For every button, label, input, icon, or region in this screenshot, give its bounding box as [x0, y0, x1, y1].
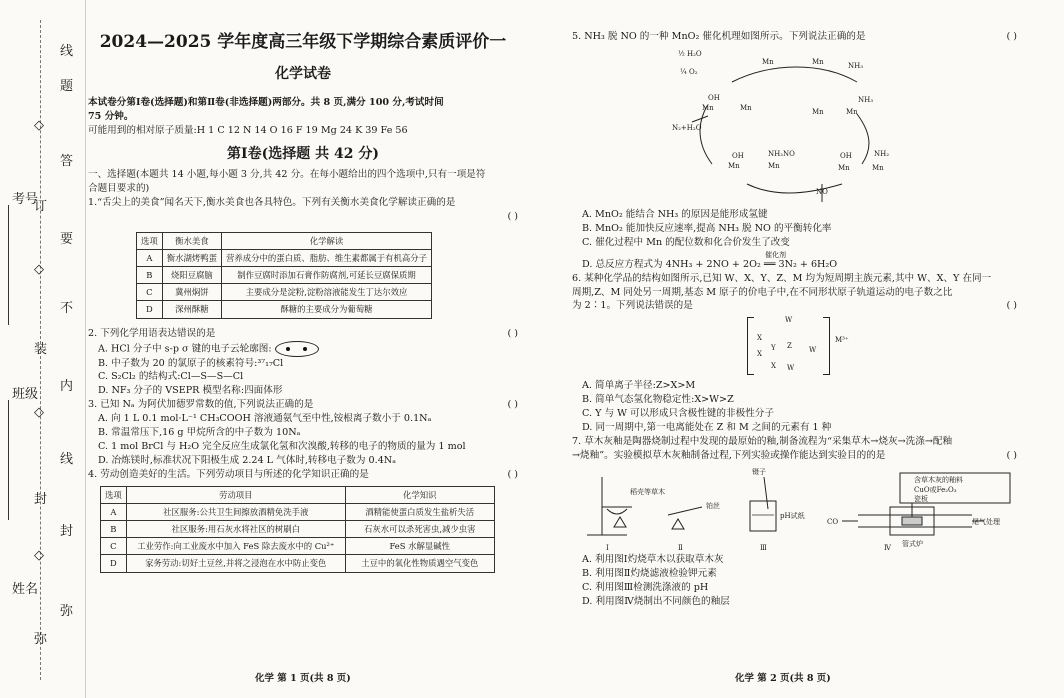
cell: 土豆中的氧化性物质遇空气变色 — [345, 555, 494, 572]
answer-blank: ( ) — [507, 468, 518, 480]
q6-option-c: C. Y 与 W 可以形成只含极性键的非极性分子 — [582, 408, 774, 420]
cell: 家务劳动:切好土豆丝,并将之浸泡在水中防止变色 — [126, 555, 345, 572]
nh3-ligand: NH₃ — [858, 96, 874, 104]
cell: 社区服务:用石灰水将社区的树刷白 — [126, 521, 345, 538]
cell: 营养成分中的蛋白质、脂肪、维生素都属于有机高分子 — [222, 249, 432, 266]
table-row — [137, 284, 432, 301]
cell: C — [137, 284, 163, 301]
atom-z: Z — [787, 342, 792, 351]
atom-w: W — [809, 346, 817, 355]
q7-option-a: A. 利用图Ⅰ灼烧草木以获取草木灰 — [582, 553, 724, 565]
th: 衡水美食 — [162, 232, 221, 249]
q7-apparatus — [572, 467, 1017, 553]
question-6: 6. 某种化学品的结构如图所示,已知 W、X、Y、Z、M 均为短周期主族元素,其中 W、X、Y 在同一 — [572, 272, 992, 284]
question-6-line-2: 周期,Z、M 同处另一周期,基态 M 原子的价电子中,在不同形状原子轨道运动的电子数之比 — [572, 286, 953, 298]
th: 劳动项目 — [126, 486, 345, 503]
cell: FeS 水解显碱性 — [345, 538, 494, 555]
mn-site: Mn — [702, 104, 714, 112]
table-header-row — [101, 486, 495, 503]
subject-title: 化学试卷 — [275, 65, 331, 82]
cell: A — [101, 503, 127, 520]
mark-zhuang: 装 — [34, 342, 48, 357]
fig-num-1: Ⅰ — [606, 543, 609, 552]
diamond-mark: ◇ — [34, 262, 44, 277]
atom-w: W — [785, 316, 793, 325]
diamond-mark: ◇ — [34, 405, 44, 420]
question-6-line-3: 为 2∶1。下列说法错误的是 — [572, 300, 693, 312]
right-column-lower — [572, 208, 1017, 608]
question-3: 3. 已知 Nₐ 为阿伏加德罗常数的值,下列说法正确的是 — [88, 399, 314, 411]
cell: 衡水湖烤鸭蛋 — [162, 249, 221, 266]
nh2no-ligand: NH₂NO — [768, 150, 795, 158]
q6-option-a: A. 简单离子半径:Z>X>M — [582, 380, 696, 392]
q1-table — [136, 232, 432, 319]
q6-option-b: B. 简单气态氢化物稳定性:X>W>Z — [582, 394, 734, 406]
metal-ion: M³⁺ — [835, 336, 849, 345]
q5-option-d-row — [582, 250, 1017, 272]
mark-nei: 内 — [60, 379, 74, 394]
right-column — [572, 30, 1017, 44]
table-row — [137, 301, 432, 318]
answer-blank: ( ) — [507, 210, 518, 222]
left-column — [88, 30, 518, 573]
q5-option-d: D. 总反应方程式为 4NH₃ + 2NO + 2O₂ ══ 3N₂ + 6H₂O — [582, 258, 838, 270]
class-line — [8, 400, 9, 520]
fig4-glaze: 含草木灰的釉料 — [914, 475, 963, 484]
cell: D — [137, 301, 163, 318]
mark-da: 答 — [60, 154, 74, 169]
mn-site: Mn — [740, 104, 752, 112]
fig3-ph-paper: pH试纸 — [780, 511, 805, 520]
cell: B — [101, 521, 127, 538]
q7-option-c: C. 利用图Ⅲ检测洗涤液的 pH — [582, 581, 709, 593]
cell: 深州酥糖 — [162, 301, 221, 318]
nh3-label: NH₃ — [848, 62, 864, 70]
fig4-co: CO — [827, 517, 839, 526]
table-row — [137, 249, 432, 266]
mn-site: Mn — [872, 164, 884, 172]
q2-option-c: C. S₂Cl₂ 的结构式:Cl—S—S—Cl — [98, 371, 244, 383]
diamond-mark: ◇ — [34, 548, 44, 563]
cell: 冀州焖饼 — [162, 284, 221, 301]
mark-mi: 弥 — [60, 604, 74, 619]
table-row — [101, 521, 495, 538]
exam-number-line — [8, 205, 9, 325]
fig4-tail-gas: 尾气处理 — [972, 517, 1000, 526]
page-footer-1: 化学 第 1 页(共 8 页) — [255, 673, 351, 684]
mark-feng: 封 — [34, 492, 48, 507]
q7-option-b: B. 利用图Ⅱ灼烧滤液检验钾元素 — [582, 567, 717, 579]
relative-masses: 可能用到的相对原子质量:H 1 C 12 N 14 O 16 F 19 Mg 24 K 39 Fe 56 — [88, 124, 408, 136]
q3-option-a: A. 向 1 L 0.1 mol·L⁻¹ CH₃COOH 溶液通氨气至中性,铵根离子数小于 0.1Nₐ — [98, 413, 432, 425]
cell: D — [101, 555, 127, 572]
mark-ding: 订 — [34, 199, 48, 214]
table-row — [101, 503, 495, 520]
cell: 烧阳豆腐脑 — [162, 267, 221, 284]
oh-ligand: OH — [732, 152, 744, 160]
q2-option-b: B. 中子数为 20 的氯原子的核素符号:³⁷₁₇Cl — [98, 357, 284, 369]
q5-option-a: A. MnO₂ 能结合 NH₃ 的原因是能形成氢键 — [582, 209, 768, 220]
catalyst-label: 催化剂 — [765, 250, 786, 259]
table-row — [101, 538, 495, 555]
cell: 酥糖的主要成分为葡萄糖 — [222, 301, 432, 318]
section-instructions: 一、选择题(本题共 14 小题,每小题 3 分,共 42 分。在每小题给出的四个选项中,只有一项是符 — [88, 168, 486, 180]
part-one-title: 第Ⅰ卷(选择题 共 42 分) — [227, 145, 379, 162]
answer-blank: ( ) — [1006, 449, 1017, 461]
q6-structure — [747, 313, 857, 379]
fig1-label: 稻壳等草木 — [630, 487, 665, 496]
mn-site: Mn — [768, 162, 780, 170]
th: 化学知识 — [345, 486, 494, 503]
q3-option-c: C. 1 mol BrCl 与 H₂O 完全反应生成氯化氢和次溴酸,转移的电子的物质的量为 1 mol — [98, 440, 466, 452]
mark-feng2: 封 — [60, 524, 74, 539]
q7-option-d: D. 利用图Ⅳ烧制出不同颜色的釉层 — [582, 595, 730, 607]
question-5: 5. NH₃ 脱 NO 的一种 MnO₂ 催化机理如图所示。下列说法正确的是 — [572, 31, 866, 42]
binding-margin — [0, 0, 86, 698]
th: 化学解读 — [222, 232, 432, 249]
question-4: 4. 劳动创造美好的生活。下列劳动项目与所述的化学知识正确的是 — [88, 468, 369, 480]
mechanism-arrows — [672, 44, 912, 204]
mark-xian2: 线 — [60, 452, 74, 467]
mn-site: Mn — [762, 58, 774, 66]
diamond-mark: ◇ — [34, 118, 44, 133]
q5-option-b: B. MnO₂ 能加快反应速率,提高 NH₃ 脱 NO 的平衡转化率 — [582, 222, 832, 234]
nh2-ligand: NH₂ — [874, 150, 890, 158]
mechanism-diagram — [672, 44, 912, 204]
fig-num-2: Ⅱ — [678, 543, 683, 552]
answer-blank: ( ) — [1006, 300, 1017, 312]
table-row — [101, 555, 495, 572]
question-2: 2. 下列化学用语表达错误的是 — [88, 327, 216, 339]
q4-table — [100, 486, 495, 573]
mark-yao: 要 — [60, 232, 74, 247]
oh-ligand: OH — [840, 152, 852, 160]
fig4-plate: 瓷板 — [914, 494, 928, 503]
cell: 酒精能使蛋白质发生盐析失活 — [345, 503, 494, 520]
fig-num-3: Ⅲ — [760, 543, 767, 552]
cell: C — [101, 538, 127, 555]
question-7-line-2: →烧釉”。实验模拟草木灰釉制备过程,下列实验或操作能达到实验目的的是 — [572, 449, 886, 461]
cell: B — [137, 267, 163, 284]
mark-mi2: 弥 — [34, 632, 48, 647]
atom-y: Y — [771, 344, 776, 353]
mn-site: Mn — [812, 58, 824, 66]
mark-bu: 不 — [60, 301, 74, 316]
atom-x: X — [757, 350, 762, 359]
intro-line-1: 本试卷分第Ⅰ卷(选择题)和第Ⅱ卷(非选择题)两部分。共 8 页,满分 100 分,考试时间 — [88, 96, 444, 108]
q2-option-d: D. NF₃ 分子的 VSEPR 模型名称:四面体形 — [98, 385, 283, 397]
mark-ti: 题 — [60, 79, 74, 94]
answer-blank: ( ) — [507, 327, 518, 339]
table-row — [137, 267, 432, 284]
fig-num-4: Ⅳ — [884, 543, 891, 552]
question-1: 1.“舌尖上的美食”闻名天下,衡水美食也各具特色。下列有关衡水美食化学解读正确的是 — [88, 196, 456, 208]
cell: 社区服务:公共卫生间擦放酒精免洗手液 — [126, 503, 345, 520]
mn-site: Mn — [838, 164, 850, 172]
intro-line-2: 75 分钟。 — [88, 110, 134, 122]
q5-option-c: C. 催化过程中 Mn 的配位数和化合价发生了改变 — [582, 236, 790, 248]
o2-label: ¼ O₂ — [680, 68, 698, 76]
cell: A — [137, 249, 163, 266]
label-exam-number: 考号 — [12, 192, 39, 207]
q3-option-d: D. 冶炼镁时,标准状况下阳极生成 2.24 L 气体时,转移电子数为 0.4Nₐ — [98, 454, 396, 466]
th: 选项 — [137, 232, 163, 249]
label-class: 班级 — [12, 387, 39, 402]
fig3-tweezers: 镊子 — [752, 467, 766, 476]
cell: 主要成分是淀粉,淀粉溶液能发生丁达尔效应 — [222, 284, 432, 301]
table-header-row — [137, 232, 432, 249]
atom-x: X — [771, 362, 776, 371]
th: 选项 — [101, 486, 127, 503]
page-footer-2: 化学 第 2 页(共 8 页) — [735, 673, 831, 684]
atom-x: X — [757, 334, 762, 343]
cell: 石灰水可以杀死害虫,减少虫害 — [345, 521, 494, 538]
mark-xian: 线 — [60, 44, 74, 59]
answer-blank: ( ) — [507, 399, 518, 411]
q6-option-d: D. 同一周期中,第一电离能处在 Z 和 M 之间的元素有 1 种 — [582, 422, 832, 434]
label-name: 姓名 — [12, 582, 39, 597]
no-label: NO — [816, 188, 828, 196]
h2o-label: ½ H₂O — [678, 50, 702, 58]
mn-site: Mn — [728, 162, 740, 170]
answer-blank: ( ) — [1006, 31, 1017, 42]
q2-option-a: A. HCl 分子中 s-p σ 键的电子云轮廓图: — [98, 343, 272, 355]
fig4-oxide: CuO或Fe₂O₃ — [914, 485, 957, 494]
question-7: 7. 草木灰釉是陶器烧制过程中发现的最原始的釉,制备流程为“采集草木→烧灰→洗涤→配釉 — [572, 435, 953, 447]
fig4-furnace: 管式炉 — [902, 539, 923, 548]
exam-title: 2024—2025 学年度高三年级下学期综合素质评价一 — [99, 32, 507, 52]
mn-site: Mn — [812, 108, 824, 116]
cell: 制作豆腐时添加石膏作防腐剂,可延长豆腐保质期 — [222, 267, 432, 284]
n2-h2o-label: N₂+H₂O — [672, 124, 702, 132]
q3-option-b: B. 常温常压下,16 g 甲烷所含的中子数为 10Nₐ — [98, 427, 301, 439]
electron-cloud-figure — [275, 341, 319, 357]
fig2-label: 铂丝 — [706, 501, 720, 510]
cell: 工业劳作:向工业废水中加入 FeS 除去废水中的 Cu²⁺ — [126, 538, 345, 555]
section-instructions-2: 合题目要求的) — [88, 182, 150, 194]
mn-site: Mn — [846, 108, 858, 116]
atom-w: W — [787, 364, 795, 373]
oh-ligand: OH — [708, 94, 720, 102]
